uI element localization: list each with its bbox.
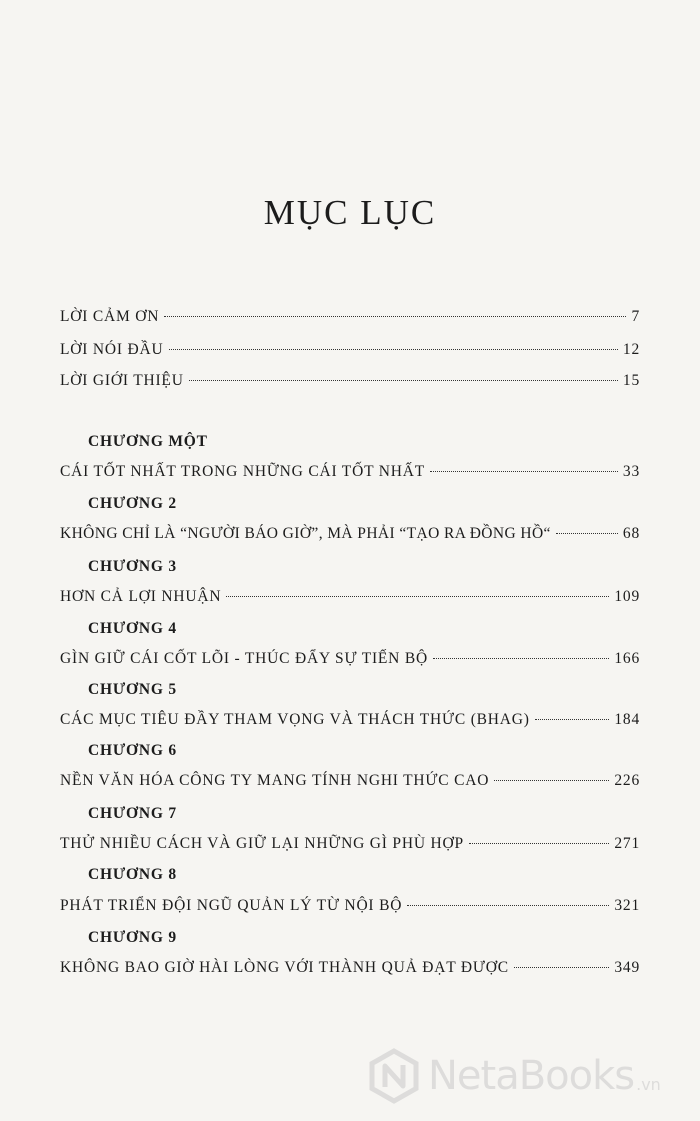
toc-entry-page: 15 xyxy=(622,372,640,389)
toc-entry-chapter-1 xyxy=(60,462,640,482)
toc-entry-chapter-7 xyxy=(60,834,640,854)
toc-entry-page: 321 xyxy=(614,897,640,914)
dot-leader xyxy=(226,596,609,597)
dot-leader xyxy=(189,380,618,381)
toc-entry-label: KHÔNG CHỈ LÀ “NGƯỜI BÁO GIỜ”, MÀ PHẢI “TẠO RA ĐỒNG HỒ“ xyxy=(60,525,551,542)
toc-entry-page: 226 xyxy=(614,772,640,789)
chapter-heading-4: CHƯƠNG 4 xyxy=(88,620,177,637)
toc-entry-page: 7 xyxy=(631,308,640,325)
toc-entry-label: LỜI NÓI ĐẦU xyxy=(60,341,164,358)
toc-entry-label: GÌN GIỮ CÁI CỐT LÕI - THÚC ĐẨY SỰ TIẾN BỘ xyxy=(60,650,428,667)
toc-entry-page: 12 xyxy=(622,341,640,358)
chapter-heading-1: CHƯƠNG MỘT xyxy=(88,433,208,450)
toc-entry-acknowledgements xyxy=(60,307,640,327)
page-title: MỤC LỤC xyxy=(263,193,437,233)
toc-entry-page: 33 xyxy=(622,463,640,480)
toc-entry-label: HƠN CẢ LỢI NHUẬN xyxy=(60,588,222,605)
toc-entry-chapter-9 xyxy=(60,958,640,978)
dot-leader xyxy=(514,967,609,968)
chapter-heading-2: CHƯƠNG 2 xyxy=(88,495,177,512)
watermark xyxy=(366,1046,696,1106)
dot-leader xyxy=(169,349,618,350)
toc-entry-label: NỀN VĂN HÓA CÔNG TY MANG TÍNH NGHI THỨC CAO xyxy=(60,772,490,789)
toc-entry-chapter-3 xyxy=(60,587,640,607)
toc-entry-page: 184 xyxy=(614,711,640,728)
toc-entry-chapter-2 xyxy=(60,524,640,544)
dot-leader xyxy=(494,780,609,781)
chapter-heading-3: CHƯƠNG 3 xyxy=(88,558,177,575)
toc-entry-label: THỬ NHIỀU CÁCH VÀ GIỮ LẠI NHỮNG GÌ PHÙ HỢP xyxy=(60,835,464,852)
chapter-heading-8: CHƯƠNG 8 xyxy=(88,866,177,883)
dot-leader xyxy=(535,719,610,720)
dot-leader xyxy=(430,471,618,472)
toc-entry-chapter-4 xyxy=(60,649,640,669)
toc-entry-label: PHÁT TRIỂN ĐỘI NGŨ QUẢN LÝ TỪ NỘI BỘ xyxy=(60,897,403,914)
toc-entry-label: LỜI CẢM ƠN xyxy=(60,308,160,325)
toc-entry-page: 166 xyxy=(614,650,640,667)
toc-entry-label: CÁI TỐT NHẤT TRONG NHỮNG CÁI TỐT NHẤT xyxy=(60,463,425,480)
chapter-heading-6: CHƯƠNG 6 xyxy=(88,742,177,759)
toc-entry-label: LỜI GIỚI THIỆU xyxy=(60,372,184,389)
chapter-heading-7: CHƯƠNG 7 xyxy=(88,805,177,822)
toc-entry-label: KHÔNG BAO GIỜ HÀI LÒNG VỚI THÀNH QUẢ ĐẠT ĐƯỢC xyxy=(60,959,509,976)
toc-entry-page: 109 xyxy=(614,588,640,605)
dot-leader xyxy=(407,905,609,906)
dot-leader xyxy=(164,316,626,317)
toc-entry-preface xyxy=(60,340,640,360)
n-hexagon-logo-icon xyxy=(366,1048,422,1104)
toc-entry-page: 271 xyxy=(614,835,640,852)
toc-entry-chapter-6 xyxy=(60,771,640,791)
toc-entry-page: 68 xyxy=(622,525,640,542)
toc-entry-chapter-8 xyxy=(60,896,640,916)
chapter-heading-9: CHƯƠNG 9 xyxy=(88,929,177,946)
toc-entry-chapter-5 xyxy=(60,710,640,730)
chapter-heading-5: CHƯƠNG 5 xyxy=(88,681,177,698)
dot-leader xyxy=(433,658,609,659)
watermark-suffix: .vn xyxy=(636,1075,661,1094)
toc-entry-label: CÁC MỤC TIÊU ĐẦY THAM VỌNG VÀ THÁCH THỨC (BHAG) xyxy=(60,711,530,728)
watermark-brand: NetaBooks xyxy=(428,1053,635,1099)
dot-leader xyxy=(556,533,618,534)
dot-leader xyxy=(469,843,609,844)
toc-entry-page: 349 xyxy=(614,959,640,976)
toc-entry-introduction xyxy=(60,371,640,391)
